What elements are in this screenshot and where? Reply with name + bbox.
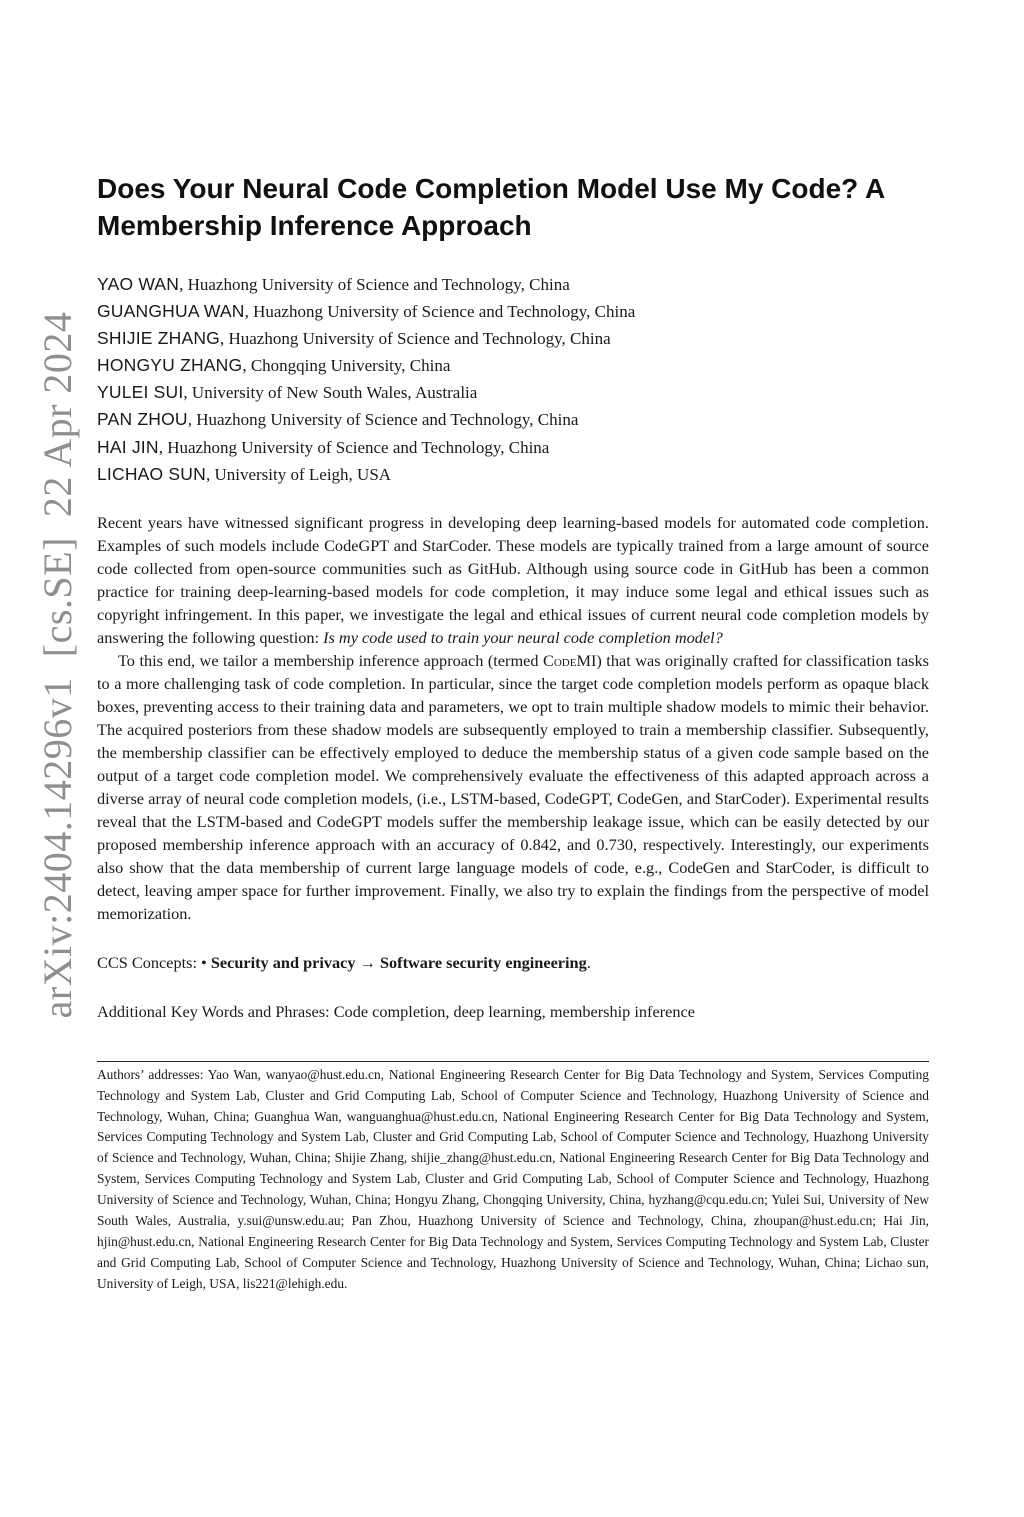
author-line: GUANGHUA WAN, Huazhong University of Science and Technology, China <box>97 301 636 322</box>
author-line: PAN ZHOU, Huazhong University of Science and Technology, China <box>97 409 579 430</box>
abstract-text: ) that was originally crafted for classification tasks to a more challenging task of code completion. In particular, since the target code completion models perform as opaque black boxes, preventing access to their training data and parameters, we opt to train multiple shadow models to mimic their behavior. The acquired posteriors from these shadow models are subsequently employed to train a membership classifier. Subsequently, the membership classifier can be effectively employed to deduce the membership status of a given code sample based on the output of a target code completion model. We comprehensively evaluate the effectiveness of this adapted approach across a diverse array of neural code completion models, (i.e., LSTM-based, CodeGPT, CodeGen, and StarCoder). Experimental results reveal that the LSTM-based and CodeGPT models suffer the membership leakage issue, which can be easily detected by our proposed membership inference approach with an accuracy of 0.842, and 0.730, respectively. Interestingly, our experiments also show that the data membership of current large language models of code, e.g., CodeGen and StarCoder, is difficult to detect, leaving amper space for further improvement. Finally, we also try to explain the findings from the perspective of model memorization. <box>97 650 929 923</box>
author-affiliation: Huazhong University of Science and Technology, China <box>187 275 570 294</box>
author-name: HAI JIN <box>97 436 159 457</box>
keywords: Additional Key Words and Phrases: Code completion, deep learning, membership inference <box>97 1001 695 1021</box>
footnote-divider <box>97 1061 929 1062</box>
author-line: HONGYU ZHANG, Chongqing University, China <box>97 355 451 376</box>
author-name: GUANGHUA WAN <box>97 301 245 322</box>
author-line: SHIJIE ZHANG, Huazhong University of Science and Technology, China <box>97 328 611 349</box>
ccs-concepts <box>97 951 929 974</box>
author-line: LICHAO SUN, University of Leigh, USA <box>97 463 392 484</box>
author-name: SHIJIE ZHANG <box>97 328 220 349</box>
author-name: PAN ZHOU <box>97 409 188 430</box>
author-affiliation: Huazhong University of Science and Technology, China <box>253 302 636 322</box>
ccs-end: . <box>586 952 591 972</box>
method-name: CodeMI <box>543 650 597 670</box>
arxiv-date: 22 Apr 2024 <box>35 311 80 518</box>
abstract-paragraph-2 <box>97 649 929 925</box>
author-line: HAI JIN, Huazhong University of Science and Technology, China <box>97 436 550 457</box>
author-affiliation: University of Leigh, USA <box>214 464 392 484</box>
author-line: YULEI SUI, University of New South Wales, Australia <box>97 382 478 403</box>
author-affiliation: Chongqing University, China <box>250 356 451 376</box>
author-name: YULEI SUI <box>97 382 184 403</box>
author-line: YAO WAN, Huazhong University of Science and Technology, China <box>97 274 570 294</box>
ccs-concepts-value: Security and privacy → Software security engineering <box>210 952 587 972</box>
abstract <box>97 511 929 925</box>
paper-page <box>97 170 929 1295</box>
arxiv-id: arXiv:2404.14296v1 <box>35 677 80 1019</box>
abstract-text: Recent years have witnessed significant progress in developing deep learning-based models for automated code completion. Examples of such models include CodeGPT and StarCoder. These models are typically trained from a large amount of source code collected from open-source communities such as GitHub. Although using source code in GitHub has been a common practice for training deep-learning-based models for code completion, it may induce some legal and ethical issues such as copyright infringement. In this paper, we investigate the legal and ethical issues of current neural code completion models by answering the following question: <box>97 512 929 647</box>
author-affiliation: Huazhong University of Science and Technology, China <box>228 329 611 349</box>
author-affiliation: University of New South Wales, Australia <box>191 383 478 403</box>
abstract-paragraph-1 <box>97 511 929 649</box>
author-affiliation: Huazhong University of Science and Technology, China <box>167 437 550 457</box>
arxiv-identifier-stamp <box>30 265 86 1065</box>
paper-title: Does Your Neural Code Completion Model Use My Code? A Membership Inference Approach <box>97 173 885 241</box>
author-list <box>97 271 929 488</box>
author-name: HONGYU ZHANG <box>97 355 243 376</box>
authors-addresses-footnote: Authors’ addresses: Yao Wan, wanyao@hust.edu.cn, National Engineering Research Center for Big Data Technology and System, Services Computing Technology and System Lab, Cluster and Grid Computing Lab, School of Computer Science and Technology, Huazhong University of Science and Technology, Wuhan, China; Guanghua Wan, wanguanghua@hust.edu.cn, National Engineering Research Center for Big Data Technology and System, Services Computing Technology and System Lab, Cluster and Grid Computing Lab, School of Computer Science and Technology, Huazhong University of Science and Technology, Wuhan, China; Shijie Zhang, shijie_zhang@hust.edu.cn, National Engineering Research Center for Big Data Technology and System, Services Computing Technology and System Lab, Cluster and Grid Computing Lab, School of Computer Science and Technology, Huazhong University of Science and Technology, Wuhan, China; Hongyu Zhang, Chongqing University, China, hyzhang@cqu.edu.cn; Yulei Sui, University of New South Wales, Australia, y.sui@unsw.edu.au; Pan Zhou, Huazhong University of Science and Technology, China, zhoupan@hust.edu.cn; Hai Jin, hjin@hust.edu.cn, National Engineering Research Center for Big Data Technology and System, Services Computing Technology and System Lab, Cluster and Grid Computing Lab, School of Computer Science and Technology, Huazhong University of Science and Technology, Wuhan, China; Lichao sun, University of Leigh, USA, lis221@lehigh.edu. <box>97 1066 929 1291</box>
abstract-text: To this end, we tailor a membership inference approach (termed <box>118 650 539 670</box>
author-name: YAO WAN <box>97 274 180 294</box>
ccs-label: CCS Concepts: • <box>97 952 207 972</box>
author-name: LICHAO SUN <box>97 463 206 484</box>
author-affiliation: Huazhong University of Science and Technology, China <box>196 410 579 430</box>
arxiv-category: [cs.SE] <box>35 537 80 658</box>
research-question: Is my code used to train your neural code completion model? <box>323 627 723 647</box>
